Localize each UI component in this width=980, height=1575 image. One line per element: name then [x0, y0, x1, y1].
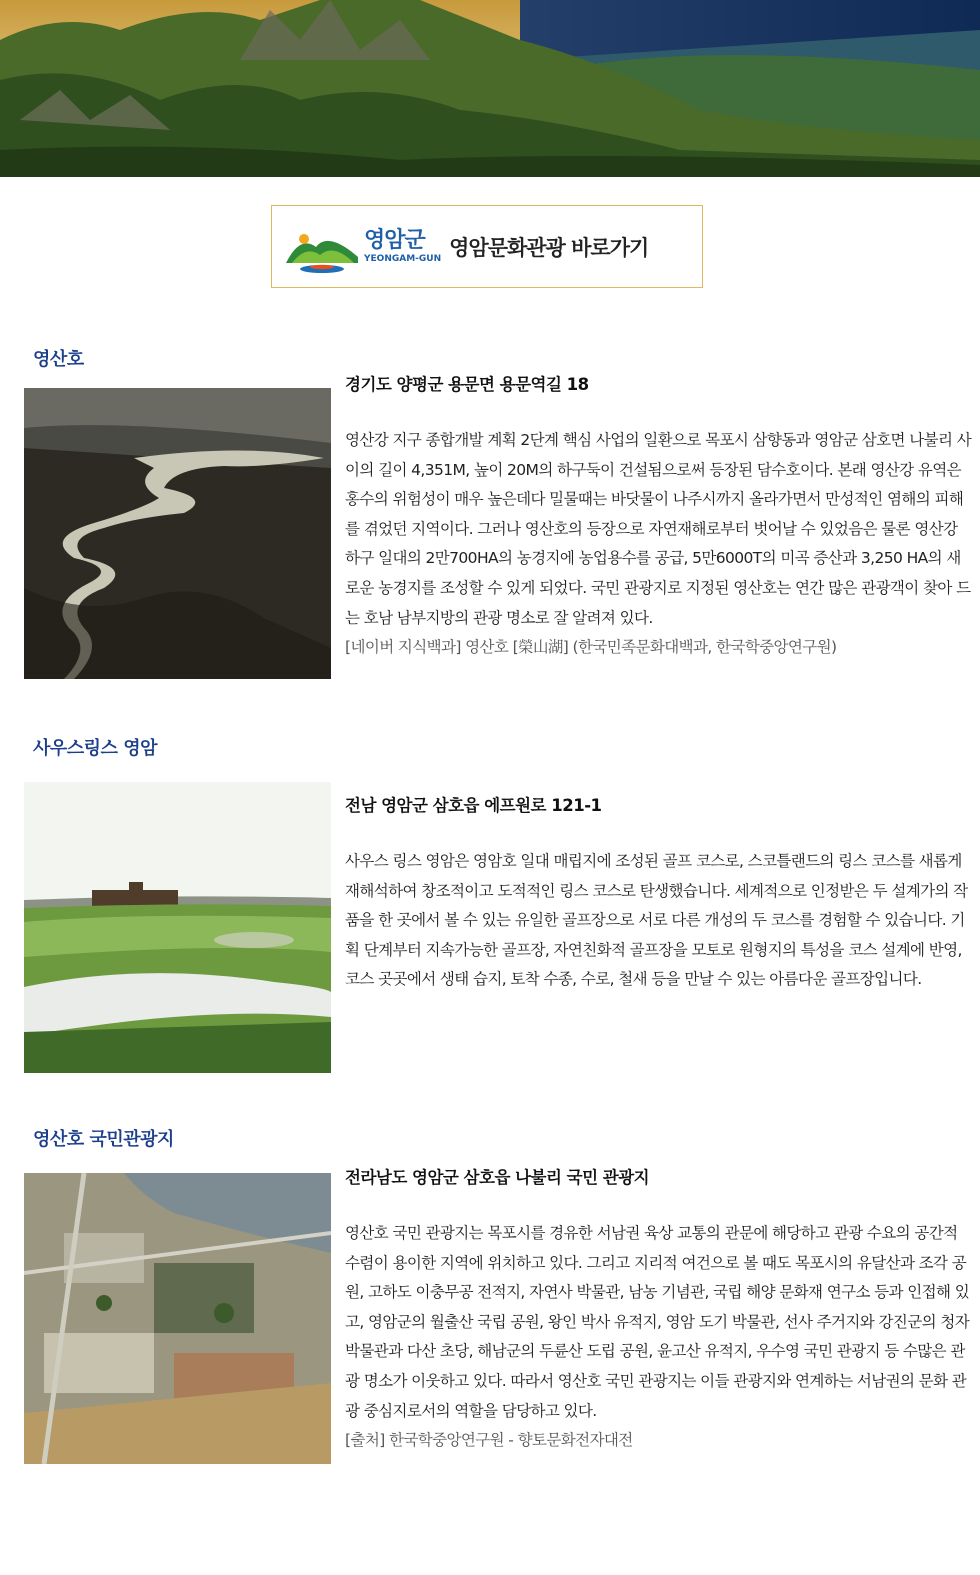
description: 사우스 링스 영암은 영암호 일대 매립지에 조성된 골프 코스로, 스코틀랜드의 링스 코스를 새롭게 재해석하여 창조적이고 도적적인 링스 코스로 탄생했습니다. 세계적으로 인정받은 두 설계가의 작품을 한 곳에서 볼 수 있는 유일한 골프장으로 서로 다른 개성의 두 코스를 경험할 수 있습니다. 기획 단계부터 지속가능한 골프장, 자연친화적 골프장을 모토로 원형지의 특성을 코스 설계에 반영, 코스 곳곳에서 생태 습지, 토착 수종, 수로, 철새 등을 만날 수 있는 아름다운 골프장입니다.: [345, 852, 968, 989]
section-info-south-links: [345, 795, 975, 995]
yeongsan-lake-photo: [24, 388, 331, 679]
address: 경기도 양평군 용문면 용문역길 18: [345, 375, 589, 394]
section-title-yeongsan-lake: 영산호: [33, 349, 84, 370]
address: 전라남도 영암군 삼호읍 나불리 국민 관광지: [345, 1168, 650, 1187]
yeongam-logo: [282, 217, 362, 277]
section-info-national-tourist-site: [345, 1167, 975, 1456]
brand-name-english: YEONGAM-GUN: [364, 253, 442, 264]
description: 영산호 국민 관광지는 목포시를 경유한 서남권 육상 교통의 관문에 해당하고 관광 수요의 공간적 수렴이 용이한 지역에 위치하고 있다. 그리고 지리적 여건으로 볼 때도 목포시의 유달산과 조각 공원, 고하도 이충무공 전적지, 자연사 박물관, 남농 기념관, 국립 해양 문화재 연구소 등과 인접해 있고, 영암군의 월출산 국립 공원, 왕인 박사 유적지, 영암 도기 박물관, 선사 주거지와 강진군의 청자 박물관과 다산 초당, 해남군의 두륜산 도립 공원, 윤고산 유적지, 우수영 국민 관광지 등 수많은 관광 명소가 이웃하고 있다. 따라서 영산호 국민 관광지는 이들 관광지와 연계하는 서남권의 문화 관광 중심지로서의 역할을 담당하고 있다.: [345, 1224, 970, 1420]
source-citation: [네이버 지식백과] 영산호 [榮山湖] (한국민족문화대백과, 한국학중앙연구원): [345, 638, 837, 657]
culture-tourism-link-text[interactable]: 영암문화관광 바로가기: [449, 235, 649, 260]
section-info-yeongsan-lake: [345, 374, 975, 663]
address: 전남 영암군 삼호읍 에프원로 121-1: [345, 796, 602, 815]
national-tourist-site-photo: [24, 1173, 331, 1464]
source-citation: [출처] 한국학중앙연구원 - 향토문화전자대전: [345, 1431, 633, 1450]
section-title-south-links: 사우스링스 영암: [33, 738, 157, 759]
section-title-national-tourist-site: 영산호 국민관광지: [33, 1129, 174, 1150]
description: 영산강 지구 종합개발 계획 2단계 핵심 사업의 일환으로 목포시 삼향동과 영암군 삼호면 나불리 사이의 길이 4,351M, 높이 20M의 하구둑이 건설됨으로써 등장된 담수호이다. 본래 영산강 유역은 홍수의 위험성이 매우 높은데다 밀물때는 바닷물이 나주시까지 올라가면서 만성적인 염해의 피해를 겪었던 지역이다. 그러나 영산호의 등장으로 자연재해로부터 벗어날 수 있었음은 물론 영산강 하구 일대의 2만700HA의 농경지에 농업용수를 공급, 5만6000T의 미곡 증산과 3,250 HA의 새로운 농경지를 조성할 수 있게 되었다. 국민 관광지로 지정된 영산호는 연간 많은 관광객이 찾아 드는 호남 남부지방의 관광 명소로 잘 알려져 있다.: [345, 431, 972, 627]
hero-mountain-image: [0, 0, 980, 177]
south-links-photo: [24, 782, 331, 1073]
brand-text: [364, 229, 441, 265]
culture-tourism-link-banner[interactable]: [271, 205, 703, 288]
brand-name-korean: 영암군: [364, 227, 425, 253]
